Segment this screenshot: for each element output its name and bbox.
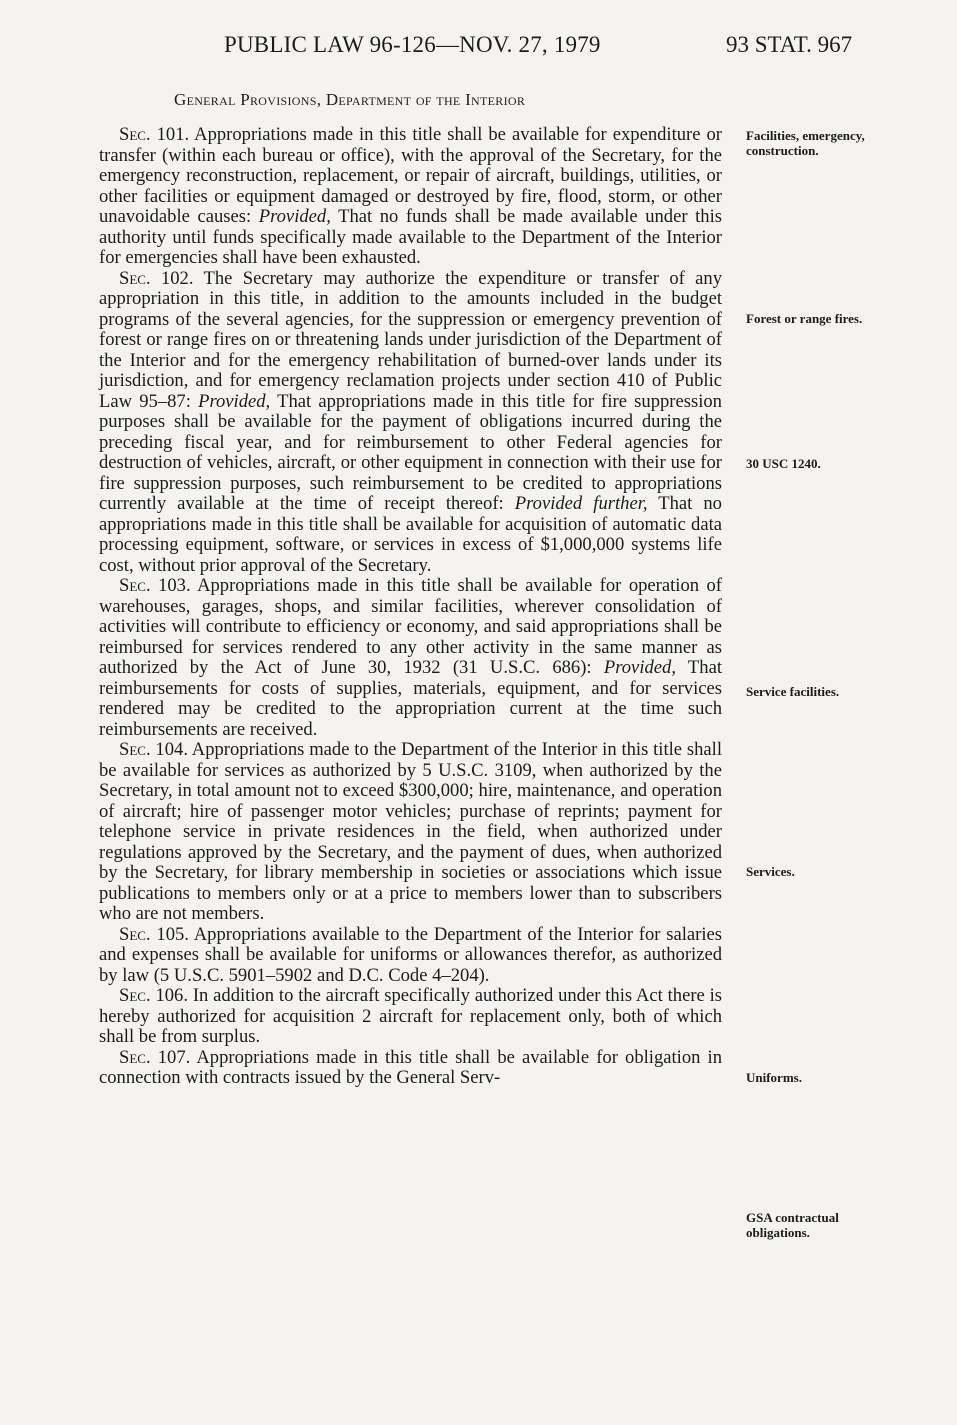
margin-note-usc: 30 USC 1240. xyxy=(746,456,821,471)
section-label: Sec. xyxy=(119,985,151,1006)
section-107-paragraph xyxy=(99,1048,722,1089)
section-number: 106. xyxy=(150,985,193,1006)
paragraph-text: That appropriations made in this title for fire suppression purposes shall be available for the payment of obligations incurred during the preceding fiscal year, and for reimbursement to other Federal agencies for destruction of vehicles, aircraft, or other equipment in connection with their use for fire suppression purposes, such reimbursement to be credited to appropriations currently available at the time of receipt thereof: xyxy=(99,390,722,514)
section-number: 102. xyxy=(150,267,204,289)
paragraph-text: Appropriations made in this title shall be available for obligation in connection with contracts issued by the General Serv- xyxy=(99,1046,723,1088)
margin-note-gsa: GSA contractual obligations. xyxy=(746,1210,839,1240)
section-label: Sec. xyxy=(119,923,151,945)
section-105-paragraph xyxy=(99,925,722,987)
margin-note-forest-fires: Forest or range fires. xyxy=(746,311,863,326)
section-number: 101. xyxy=(150,124,195,145)
margin-note-facilities: Facilities, emergency, construction. xyxy=(746,128,865,158)
running-header-title: PUBLIC LAW 96-126—NOV. 27, 1979 xyxy=(224,32,601,57)
section-label: Sec. xyxy=(119,1046,151,1068)
section-106-paragraph xyxy=(99,986,722,1048)
section-101-paragraph xyxy=(99,125,722,269)
section-label: Sec. xyxy=(119,124,151,145)
section-number: 105. xyxy=(150,923,194,945)
margin-note-uniforms: Uniforms. xyxy=(746,1070,802,1085)
section-label: Sec. xyxy=(119,739,151,760)
paragraph-text: That no appropriations made in this title shall be available for acquisition of automatic data processing equipment, software, or services in excess of $1,000,000 systems life cost, without prior approval of the Secretary. xyxy=(99,493,722,576)
running-header-stat: 93 STAT. 967 xyxy=(726,32,853,57)
paragraph-text: In addition to the aircraft specifically authorized under this Act there is hereby authorized for acquisition 2 aircraft for replacement only, both of which shall be from surplus. xyxy=(99,985,723,1047)
paragraph-text: The Secretary may authorize the expenditure or transfer of any appropriation in this title, in addition to the amounts included in the budget programs of the several agencies, for the suppression or emergency prevention of forest or range fires on or threatening lands under jurisdiction of the Department of the Interior and for the emergency rehabilitation of burned-over lands under its jurisdiction, and for emergency reclamation projects under section 410 of Public Law 95–87: xyxy=(99,267,723,412)
paragraph-text: Appropriations made in this title shall be available for operation of warehouses, garages, shops, and similar facilities, wherever consolidation of activities will contribute to efficiency or economy, and said appropriations shall be reimbursed for services rendered to any other activity in the same manner as authorized by the Act of June 30, 1932 (31 U.S.C. 686): xyxy=(99,575,722,678)
section-heading: General Provisions, Department of the Interior xyxy=(174,90,526,109)
proviso-italic: Provided further, xyxy=(514,493,648,514)
margin-note-services: Services. xyxy=(746,864,795,879)
section-number: 104. xyxy=(150,739,192,760)
paragraph-text: That no funds shall be made available under this authority until funds specifically made available to the Department of the Interior for emergencies shall have been exhausted. xyxy=(99,206,722,268)
paragraph-text: That reimbursements for costs of supplies, materials, equipment, and for services rendered may be credited to the appropriation current at the time such reimbursements are received. xyxy=(99,657,723,740)
section-103-paragraph xyxy=(99,576,722,740)
margin-note-service-facilities: Service facilities. xyxy=(746,684,840,699)
section-104-paragraph xyxy=(99,740,722,925)
section-number: 103. xyxy=(150,575,198,596)
paragraph-text: Appropriations made in this title shall be available for expenditure or transfer (within each bureau or office), with the approval of the Secretary, for the emergency reconstruction, replacement, or repair of aircraft, buildings, utilities, or other facilities or equipment damaged or destroyed by fire, flood, storm, or other unavoidable causes: xyxy=(99,124,723,227)
section-label: Sec. xyxy=(119,575,151,596)
section-102-paragraph xyxy=(99,269,722,577)
section-label: Sec. xyxy=(119,267,151,289)
paragraph-text: Appropriations made to the Department of the Interior in this title shall be available for services as authorized by 5 U.S.C. 3109, when authorized by the Secretary, in total amount not to exceed $300,000; hire, maintenance, and operation of aircraft; hire of passenger motor vehicles; purchase of reprints; payment for telephone service in private residences in the field, when authorized under regulations approved by the Secretary, and the payment of dues, when authorized by the Secretary, for library membership in societies or associations which issue publications to members only or at a price to members lower than to subscribers who are not members. xyxy=(99,739,722,924)
proviso-italic: Provided, xyxy=(258,206,331,227)
paragraph-text: Appropriations available to the Department of the Interior for salaries and expenses shall be available for uniforms or allowances therefor, as authorized by law (5 U.S.C. 5901–5902 and D.C. Code 4–204). xyxy=(99,923,722,986)
proviso-italic: Provided, xyxy=(603,657,676,678)
proviso-italic: Provided, xyxy=(198,390,271,412)
section-number: 107. xyxy=(150,1046,197,1068)
body-text xyxy=(99,125,722,1089)
